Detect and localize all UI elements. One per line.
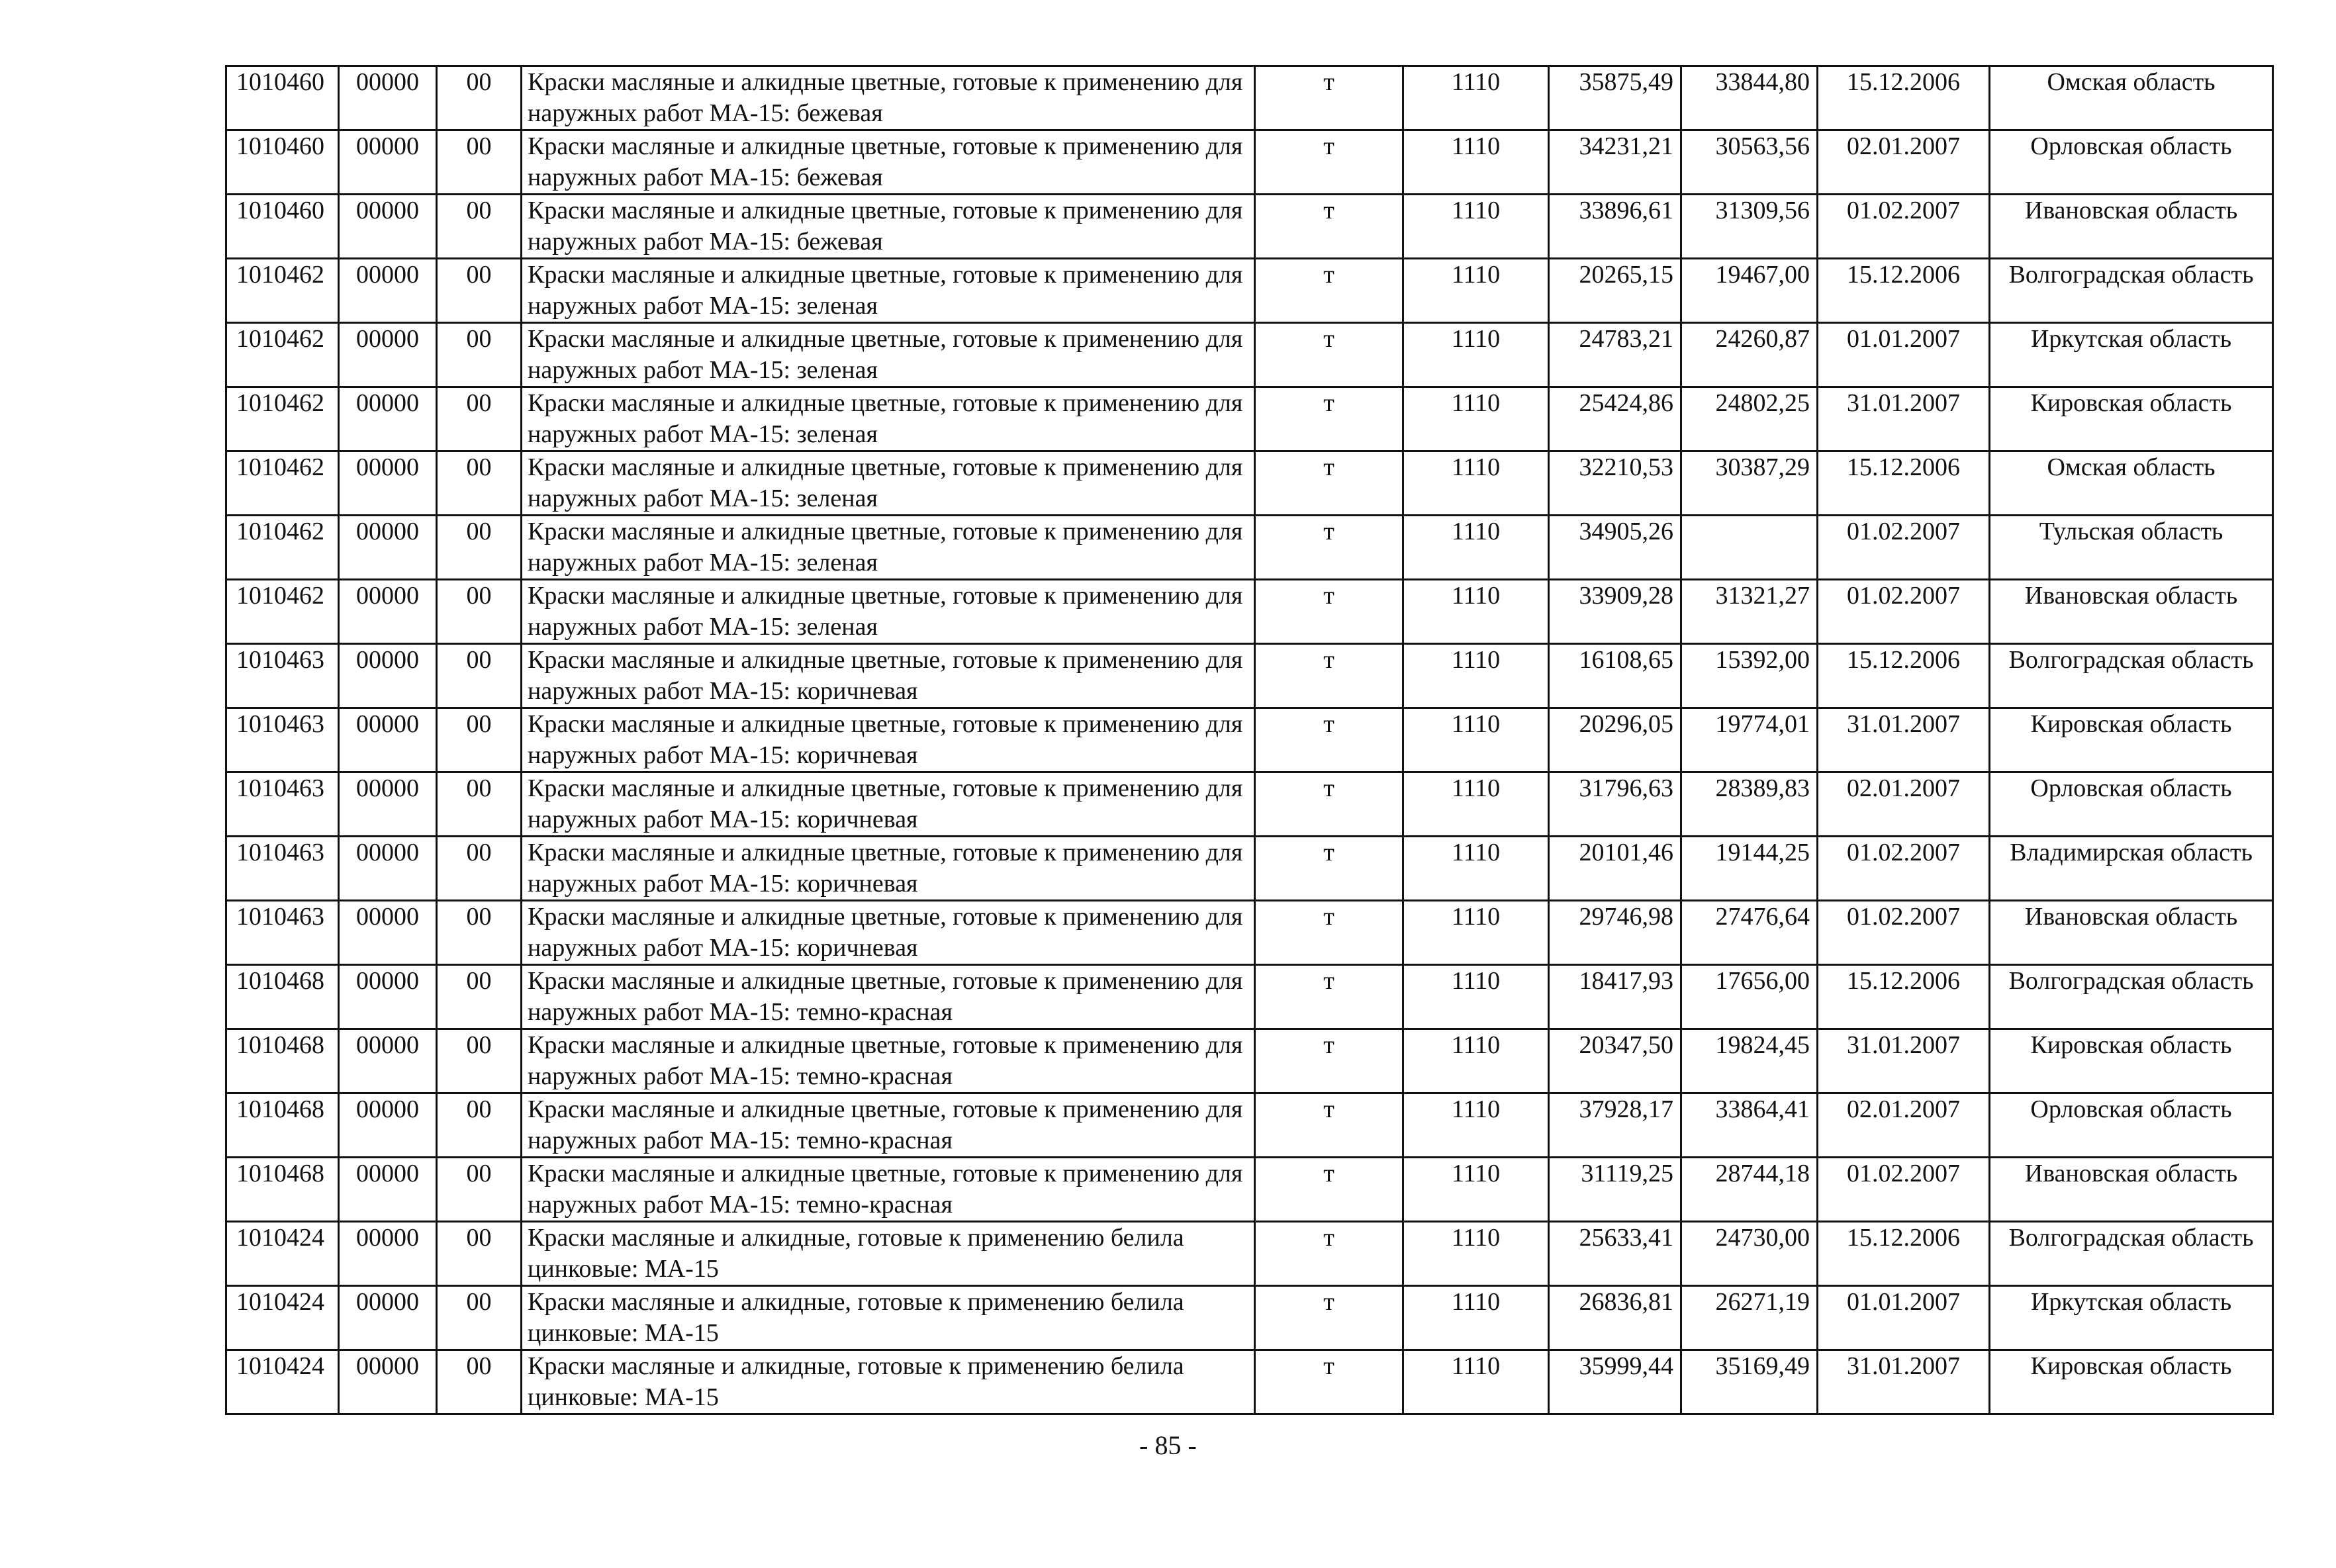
cell-price-2: 27476,64 [1681,901,1818,965]
cell-unit: т [1255,516,1403,580]
cell-subcode: 00000 [339,516,437,580]
table-row [226,708,2273,772]
cell-subcode: 00000 [339,901,437,965]
cell-product-name: Краски масляные и алкидные цветные, готовые к применению для наружных работ МА-15: коричневая [522,901,1255,965]
table-row [226,516,2273,580]
table-row [226,387,2273,451]
cell-subcode: 00000 [339,965,437,1029]
cell-product-name: Краски масляные и алкидные цветные, готовые к применению для наружных работ МА-15: темно-красная [522,1029,1255,1093]
cell-region: Иркутская область [1990,1286,2273,1350]
cell-region: Тульская область [1990,516,2273,580]
cell-product-code: 1010462 [226,451,339,516]
cell-product-code: 1010462 [226,516,339,580]
cell-date: 02.01.2007 [1818,1093,1990,1158]
cell-product-name: Краски масляные и алкидные цветные, готовые к применению для наружных работ МА-15: темно-красная [522,1158,1255,1222]
cell-price-1: 31119,25 [1549,1158,1681,1222]
cell-product-name: Краски масляные и алкидные цветные, готовые к применению для наружных работ МА-15: зеленая [522,451,1255,516]
cell-price-1: 34231,21 [1549,130,1681,195]
cell-price-2: 17656,00 [1681,965,1818,1029]
cell-product-code: 1010468 [226,1093,339,1158]
table-row [226,644,2273,708]
cell-okei-code: 1110 [1403,1222,1549,1286]
cell-unit: т [1255,1093,1403,1158]
cell-date: 15.12.2006 [1818,965,1990,1029]
cell-price-2: 28744,18 [1681,1158,1818,1222]
cell-product-code: 1010462 [226,259,339,323]
cell-price-2: 26271,19 [1681,1286,1818,1350]
cell-region: Ивановская область [1990,901,2273,965]
cell-product-code: 1010424 [226,1286,339,1350]
cell-extension: 00 [437,1350,522,1414]
cell-product-code: 1010460 [226,130,339,195]
cell-product-name: Краски масляные и алкидные цветные, готовые к применению для наружных работ МА-15: зеленая [522,387,1255,451]
cell-product-name: Краски масляные и алкидные, готовые к применению белила цинковые: МА-15 [522,1286,1255,1350]
cell-product-name: Краски масляные и алкидные цветные, готовые к применению для наружных работ МА-15: коричневая [522,644,1255,708]
cell-price-1: 32210,53 [1549,451,1681,516]
table-row [226,323,2273,387]
price-table-body [226,66,2273,1414]
cell-subcode: 00000 [339,837,437,901]
cell-okei-code: 1110 [1403,66,1549,130]
cell-region: Ивановская область [1990,580,2273,644]
cell-product-code: 1010424 [226,1222,339,1286]
cell-okei-code: 1110 [1403,1286,1549,1350]
cell-extension: 00 [437,708,522,772]
cell-extension: 00 [437,195,522,259]
cell-date: 31.01.2007 [1818,387,1990,451]
cell-region: Орловская область [1990,130,2273,195]
cell-product-code: 1010468 [226,1158,339,1222]
cell-subcode: 00000 [339,387,437,451]
cell-product-name: Краски масляные и алкидные цветные, готовые к применению для наружных работ МА-15: бежевая [522,130,1255,195]
cell-price-2: 24260,87 [1681,323,1818,387]
cell-unit: т [1255,644,1403,708]
cell-okei-code: 1110 [1403,516,1549,580]
cell-date: 01.02.2007 [1818,580,1990,644]
cell-region: Омская область [1990,66,2273,130]
table-row [226,580,2273,644]
table-row [226,451,2273,516]
cell-okei-code: 1110 [1403,965,1549,1029]
cell-product-code: 1010424 [226,1350,339,1414]
cell-date: 31.01.2007 [1818,1350,1990,1414]
cell-product-code: 1010468 [226,1029,339,1093]
cell-price-1: 37928,17 [1549,1093,1681,1158]
table-row [226,66,2273,130]
cell-price-2: 31309,56 [1681,195,1818,259]
cell-price-2: 31321,27 [1681,580,1818,644]
cell-extension: 00 [437,387,522,451]
cell-extension: 00 [437,259,522,323]
cell-okei-code: 1110 [1403,708,1549,772]
cell-price-2: 19824,45 [1681,1029,1818,1093]
cell-price-1: 35875,49 [1549,66,1681,130]
table-row [226,901,2273,965]
cell-price-1: 26836,81 [1549,1286,1681,1350]
table-row [226,1093,2273,1158]
cell-subcode: 00000 [339,1029,437,1093]
cell-subcode: 00000 [339,323,437,387]
cell-okei-code: 1110 [1403,901,1549,965]
cell-extension: 00 [437,323,522,387]
price-table-container [225,65,2272,1415]
cell-unit: т [1255,837,1403,901]
cell-unit: т [1255,708,1403,772]
page-number: - 85 - [1139,1430,1197,1460]
cell-region: Волгоградская область [1990,259,2273,323]
cell-price-2: 19467,00 [1681,259,1818,323]
table-row [226,1158,2273,1222]
table-row [226,1029,2273,1093]
cell-subcode: 00000 [339,708,437,772]
cell-date: 01.02.2007 [1818,1158,1990,1222]
cell-price-1: 25633,41 [1549,1222,1681,1286]
cell-product-name: Краски масляные и алкидные цветные, готовые к применению для наружных работ МА-15: темно-красная [522,965,1255,1029]
cell-region: Кировская область [1990,708,2273,772]
cell-price-1: 20347,50 [1549,1029,1681,1093]
cell-extension: 00 [437,1029,522,1093]
cell-price-1: 33896,61 [1549,195,1681,259]
cell-subcode: 00000 [339,1286,437,1350]
cell-unit: т [1255,772,1403,837]
cell-unit: т [1255,1286,1403,1350]
cell-product-name: Краски масляные и алкидные цветные, готовые к применению для наружных работ МА-15: коричневая [522,772,1255,837]
cell-subcode: 00000 [339,259,437,323]
cell-subcode: 00000 [339,772,437,837]
cell-region: Волгоградская область [1990,1222,2273,1286]
cell-okei-code: 1110 [1403,323,1549,387]
cell-price-2: 30563,56 [1681,130,1818,195]
cell-price-2: 19774,01 [1681,708,1818,772]
cell-okei-code: 1110 [1403,772,1549,837]
cell-okei-code: 1110 [1403,1158,1549,1222]
cell-unit: т [1255,323,1403,387]
cell-subcode: 00000 [339,1222,437,1286]
cell-product-code: 1010468 [226,965,339,1029]
cell-okei-code: 1110 [1403,580,1549,644]
cell-unit: т [1255,965,1403,1029]
cell-subcode: 00000 [339,1350,437,1414]
table-row [226,130,2273,195]
cell-date: 01.02.2007 [1818,516,1990,580]
cell-unit: т [1255,451,1403,516]
cell-product-name: Краски масляные и алкидные, готовые к применению белила цинковые: МА-15 [522,1222,1255,1286]
cell-extension: 00 [437,66,522,130]
cell-date: 15.12.2006 [1818,644,1990,708]
cell-unit: т [1255,1350,1403,1414]
cell-region: Омская область [1990,451,2273,516]
cell-subcode: 00000 [339,1093,437,1158]
cell-price-2: 24730,00 [1681,1222,1818,1286]
cell-extension: 00 [437,130,522,195]
cell-price-1: 18417,93 [1549,965,1681,1029]
cell-price-2: 35169,49 [1681,1350,1818,1414]
table-row [226,259,2273,323]
cell-subcode: 00000 [339,451,437,516]
cell-price-1: 33909,28 [1549,580,1681,644]
cell-date: 01.02.2007 [1818,837,1990,901]
cell-okei-code: 1110 [1403,644,1549,708]
cell-product-name: Краски масляные и алкидные цветные, готовые к применению для наружных работ МА-15: бежевая [522,195,1255,259]
cell-date: 01.02.2007 [1818,195,1990,259]
cell-price-1: 20296,05 [1549,708,1681,772]
cell-unit: т [1255,130,1403,195]
table-row [226,965,2273,1029]
cell-product-code: 1010462 [226,580,339,644]
cell-date: 31.01.2007 [1818,708,1990,772]
cell-region: Кировская область [1990,1029,2273,1093]
cell-okei-code: 1110 [1403,1350,1549,1414]
cell-region: Ивановская область [1990,1158,2273,1222]
cell-price-1: 35999,44 [1549,1350,1681,1414]
cell-product-name: Краски масляные и алкидные цветные, готовые к применению для наружных работ МА-15: бежевая [522,66,1255,130]
cell-okei-code: 1110 [1403,387,1549,451]
cell-price-2: 33844,80 [1681,66,1818,130]
cell-extension: 00 [437,1158,522,1222]
cell-product-code: 1010460 [226,195,339,259]
cell-unit: т [1255,387,1403,451]
cell-extension: 00 [437,965,522,1029]
cell-date: 01.02.2007 [1818,901,1990,965]
cell-product-code: 1010462 [226,323,339,387]
cell-product-name: Краски масляные и алкидные цветные, готовые к применению для наружных работ МА-15: темно-красная [522,1093,1255,1158]
price-table [225,65,2274,1415]
cell-subcode: 00000 [339,1158,437,1222]
cell-region: Иркутская область [1990,323,2273,387]
cell-okei-code: 1110 [1403,1093,1549,1158]
cell-unit: т [1255,580,1403,644]
cell-okei-code: 1110 [1403,195,1549,259]
cell-date: 15.12.2006 [1818,259,1990,323]
cell-unit: т [1255,195,1403,259]
cell-subcode: 00000 [339,580,437,644]
cell-region: Орловская область [1990,1093,2273,1158]
cell-product-code: 1010460 [226,66,339,130]
cell-unit: т [1255,1222,1403,1286]
cell-extension: 00 [437,451,522,516]
table-row [226,1350,2273,1414]
cell-product-code: 1010463 [226,772,339,837]
cell-extension: 00 [437,901,522,965]
table-row [226,195,2273,259]
cell-okei-code: 1110 [1403,130,1549,195]
cell-subcode: 00000 [339,195,437,259]
table-row [226,1286,2273,1350]
cell-okei-code: 1110 [1403,1029,1549,1093]
cell-date: 31.01.2007 [1818,1029,1990,1093]
cell-extension: 00 [437,580,522,644]
cell-region: Владимирская область [1990,837,2273,901]
cell-region: Волгоградская область [1990,644,2273,708]
cell-unit: т [1255,66,1403,130]
cell-price-2: 24802,25 [1681,387,1818,451]
cell-date: 15.12.2006 [1818,451,1990,516]
cell-subcode: 00000 [339,644,437,708]
cell-product-name: Краски масляные и алкидные цветные, готовые к применению для наружных работ МА-15: зеленая [522,323,1255,387]
cell-extension: 00 [437,1286,522,1350]
cell-product-code: 1010463 [226,644,339,708]
cell-date: 02.01.2007 [1818,772,1990,837]
cell-date: 01.01.2007 [1818,1286,1990,1350]
cell-price-1: 16108,65 [1549,644,1681,708]
cell-okei-code: 1110 [1403,837,1549,901]
cell-region: Орловская область [1990,772,2273,837]
cell-region: Кировская область [1990,387,2273,451]
cell-date: 02.01.2007 [1818,130,1990,195]
cell-unit: т [1255,259,1403,323]
cell-extension: 00 [437,1093,522,1158]
table-row [226,1222,2273,1286]
cell-price-2: 30387,29 [1681,451,1818,516]
cell-price-2: 19144,25 [1681,837,1818,901]
cell-unit: т [1255,901,1403,965]
cell-okei-code: 1110 [1403,451,1549,516]
cell-extension: 00 [437,772,522,837]
cell-unit: т [1255,1029,1403,1093]
cell-unit: т [1255,1158,1403,1222]
cell-region: Кировская область [1990,1350,2273,1414]
cell-price-2 [1681,516,1818,580]
cell-extension: 00 [437,644,522,708]
table-row [226,772,2273,837]
cell-product-code: 1010463 [226,708,339,772]
cell-product-name: Краски масляные и алкидные цветные, готовые к применению для наружных работ МА-15: зеленая [522,516,1255,580]
cell-date: 15.12.2006 [1818,1222,1990,1286]
cell-price-1: 34905,26 [1549,516,1681,580]
cell-price-1: 31796,63 [1549,772,1681,837]
cell-date: 15.12.2006 [1818,66,1990,130]
cell-price-1: 29746,98 [1549,901,1681,965]
cell-extension: 00 [437,1222,522,1286]
cell-price-1: 24783,21 [1549,323,1681,387]
cell-product-name: Краски масляные и алкидные цветные, готовые к применению для наружных работ МА-15: зеленая [522,259,1255,323]
cell-price-2: 28389,83 [1681,772,1818,837]
cell-price-1: 25424,86 [1549,387,1681,451]
cell-subcode: 00000 [339,130,437,195]
cell-price-1: 20265,15 [1549,259,1681,323]
cell-okei-code: 1110 [1403,259,1549,323]
cell-extension: 00 [437,837,522,901]
cell-subcode: 00000 [339,66,437,130]
cell-product-code: 1010463 [226,837,339,901]
cell-product-name: Краски масляные и алкидные цветные, готовые к применению для наружных работ МА-15: коричневая [522,708,1255,772]
cell-price-2: 15392,00 [1681,644,1818,708]
cell-region: Волгоградская область [1990,965,2273,1029]
cell-product-code: 1010463 [226,901,339,965]
cell-price-2: 33864,41 [1681,1093,1818,1158]
cell-product-name: Краски масляные и алкидные цветные, готовые к применению для наружных работ МА-15: зеленая [522,580,1255,644]
cell-product-name: Краски масляные и алкидные цветные, готовые к применению для наружных работ МА-15: коричневая [522,837,1255,901]
cell-product-code: 1010462 [226,387,339,451]
cell-date: 01.01.2007 [1818,323,1990,387]
cell-product-name: Краски масляные и алкидные, готовые к применению белила цинковые: МА-15 [522,1350,1255,1414]
cell-price-1: 20101,46 [1549,837,1681,901]
cell-region: Ивановская область [1990,195,2273,259]
table-row [226,837,2273,901]
cell-extension: 00 [437,516,522,580]
